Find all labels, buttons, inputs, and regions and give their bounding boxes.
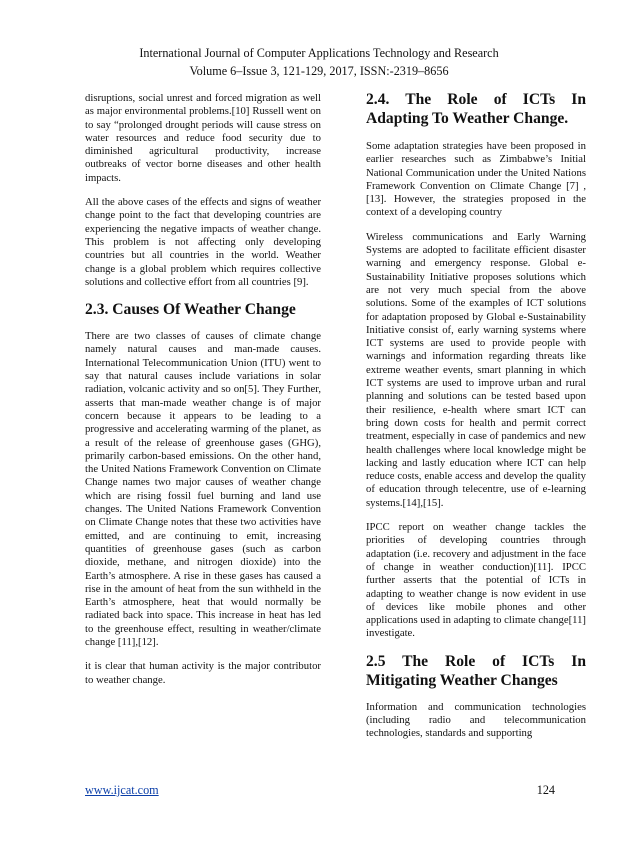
section-heading-2-5: 2.5 The Role of ICTs In Mitigating Weather Changes [366,652,586,689]
paragraph: All the above cases of the effects and signs of weather change point to the fact that developing countries are experiencing the negative impacts of weather change. This problem is not affecting only developing countries but all countries in the world. Weather change is a global problem which requires collective solutions and collective effort from all countries [9]. [85,196,321,288]
right-column [366,90,586,752]
left-column [85,92,321,698]
journal-header [0,44,638,80]
section-heading-2-4: 2.4. The Role of ICTs In Adapting To Weather Change. [366,91,586,127]
paragraph: Some adaptation strategies have been proposed in earlier researches such as Zimbabwe’s Initial National Communication under the United Nations Framework Convention on Climate Change [7] ,[13]. However, the strategies proposed in the context of a developing country [366,140,586,219]
page-footer [85,783,555,798]
paragraph: Information and communication technologies (including radio and telecommunication technologies, standards and supporting [366,700,586,740]
paragraph: it is clear that human activity is the major contributor to weather change. [85,660,321,686]
paragraph: IPCC report on weather change tackles the priorities of developing countries through adaptation (i.e. recovery and adjustment in the face of change in weather conduction)[11]. IPCC further asserts that the potential of ICTs in adapting to weather change is now evident in use of devices like mobile phones and other applications used in adapting to climate change[11] investigate. [366,521,586,640]
paragraph: disruptions, social unrest and forced migration as well as major environmental problems.[10] Russell went on to say “prolonged drought periods will cause stress on water resources and reduce food security due to diminished agricultural productivity, increase outbreaks of vector borne diseases and other health impacts. [85,92,321,184]
journal-title: International Journal of Computer Applications Technology and Research [139,46,499,60]
journal-volume: Volume 6–Issue 3, 121-129, 2017, ISSN:-2319–8656 [189,64,449,78]
journal-url-link[interactable]: www.ijcat.com [85,783,159,797]
paragraph: Wireless communications and Early Warning Systems are adopted to facilitate efficient disaster warning and emergency response. Global e-Sustainability Initiative proposes solutions which are not very much special from the above solutions. Some of the examples of ICT solutions for adaptation proposed by Global e-Sustainability Initiative consist of, early warning systems where ICT systems are used to provide people with warnings and information regarding threats like extreme weather events, smart planning in which ICT systems are used to improve urban and rural planning and solutions can be tested based upon their resilience, e-health where smart ICT can bring down costs for health and permit correct treatment, especially in case of pandemics and new health challenges where local knowledge might be lacking and lastly education where ICT can help reduce costs, enable access and develop the quality of education through telecentre, use of e-learning systems.[14],[15]. [366,230,586,509]
page-number: 124 [536,783,555,797]
paragraph: There are two classes of causes of climate change namely natural causes and man-made causes. International Telecommunication Union (ITU) went to say that natural causes include variations in solar radiation, volcanic activity and so on[5]. They Further, asserts that man-made weather change is of major concern because it appears to be leading to a progressive and accelerating warming of the planet, as a result of the release of greenhouse gases (GHG), primarily carbon-based emissions. On the other hand, the United Nations Framework Convention on Climate Change names two major causes of weather change which are rising fossil fuel burning and land use changes. The United Nations Framework Convention on Climate Change notes that these two activities have emitted, and are continuing to emit, increasing quantities of greenhouse gases (such as carbon dioxide, methane, and nitrogen dioxide) into the Earth’s atmosphere. A rise in these gases has caused a rise in the amount of heat from the sun withheld in the Earth’s atmosphere, heat that would normally be radiated back into space. This increase in heat has led to the greenhouse effect, resulting in weather/climate change [11],[12]. [85,330,321,648]
section-heading-2-3: 2.3. Causes Of Weather Change [85,301,296,319]
